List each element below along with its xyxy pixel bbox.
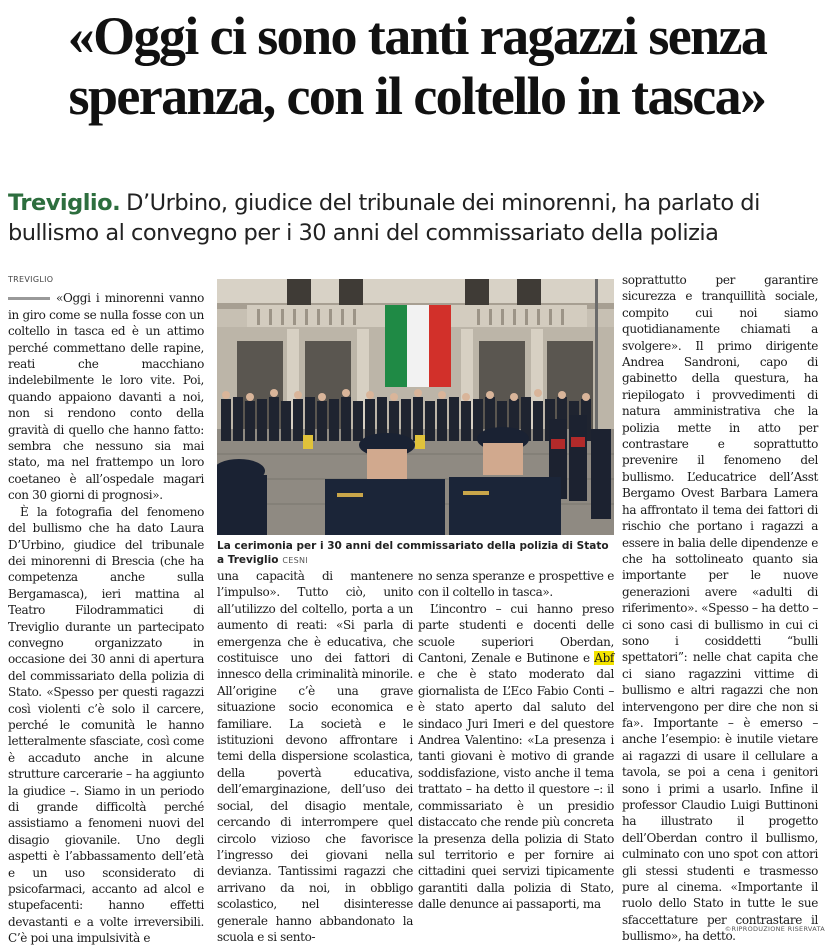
- article-column-2: [217, 568, 413, 945]
- paragraph-text: «Oggi i minorenni vanno in giro come se nulla fosse con un coltello in tasca ed è un attimo perché commettano delle rapine, reati che macchiano indelebilmente le loro vite. Poi, quando appaiono davanti a noi, non si rendono conto della gravità di quello che hanno fatto: sembra che nessuno sia mai stato, ma nel frattempo un loro coetaneo è all’ospedale magari con 30 giorni di prognosi».: [8, 291, 204, 503]
- paragraph-text: e che è stato moderato dal giornalista de L’Eco Fabio Conti – è stato aperto dal saluto del sindaco Juri Imeri e del questore Andrea Valentino: «La presenza i tanti giovani è motivo di grande soddisfazione, visto anche il tema trattato – ha detto il questore –: il commissariato è un presidio distaccato che rende più concreta la presenza della polizia di Stato sul territorio e per fornire ai cittadini quei servizi tipicamente garantiti dalla polizia di Stato, dalle denunce ai passaporti, ma: [418, 667, 614, 912]
- paragraph-text: L’incontro – cui hanno preso parte studenti e docenti delle scuole superiori Oberdan, Cantoni, Zenale e Butinone e: [418, 601, 614, 666]
- highlighted-word: Abf: [594, 651, 614, 666]
- copyright-notice: ©RIPRODUZIONE RISERVATA: [724, 925, 825, 933]
- article-column-3: [418, 568, 614, 913]
- headline-line-2: speranza, con il coltello in tasca»: [68, 66, 766, 126]
- dateline-dash: [8, 297, 50, 300]
- ceremony-photo: [217, 279, 614, 535]
- article-column-1: [8, 272, 204, 947]
- paragraph: no senza speranze e prospettive e con il coltello in tasca».: [418, 569, 614, 600]
- paragraph: soprattutto per garantire sicurezza e tranquillità sociale, compito cui noi siamo quotidianamente chiamati a svolgere». Il primo dirigente Andrea Sandroni, capo di gabinetto della questura, ha riepilogato i provvedimenti di natura amministrativa che la polizia mette in atto per contrastare e soprattutto prevenire il fenomeno del bullismo. L’educatrice dell’Asst Bergamo Ovest Barbara Lamera ha affrontato il tema dei fattori di rischio che portano i ragazzi a essere in balia delle dipendenze e che ha sottolineato quanto sia importante per le nuove generazioni avere «adulti di riferimento». «Spesso – ha detto – ci sono casi di bullismo in cui ci sono i cosiddetti “bulli spettatori”: nelle chat capita che ci siano ragazzini vittime di bullismo e altri ragazzi che non intervengono per dire che non si fa». Importante – è emerso – anche l’esempio: è inutile vietare ai ragazzi di usare il cellulare a tavola, se poi a cena i genitori sono i primi a usarlo. Infine il professor Claudio Luigi Buttinoni ha illustrato il progetto dell’Oberdan contro il bullismo, culminato con uno spot con attori gli stessi studenti e trasmesso pure al cinema. «Importante il ruolo dello Stato in tutte le sue sfaccettature per contrastare il bullismo», ha detto.: [622, 273, 818, 944]
- ceremony-photo-illustration: [217, 279, 614, 535]
- caption-text: La cerimonia per i 30 anni del commissariato della polizia di Stato a Treviglio: [217, 540, 609, 566]
- paragraph: [8, 290, 204, 503]
- article-column-4: [622, 272, 818, 945]
- paragraph: È la fotografia del fenomeno del bullismo che ha dato Laura D’Urbino, giudice del tribunale dei minorenni di Brescia (che ha competenza anche sulla Bergamasca), ieri mattina al Teatro Filodrammatici di Treviglio durante un partecipato convegno organizzato in occasione dei 30 anni di apertura del commissariato della polizia di Stato. «Spesso per questi ragazzi così violenti c’è solo il carcere, perché le comunità le hanno letteralmente sfasciate, così come è accaduto anche in alcune strutture carcerarie – ha aggiunto la giudice –. Siamo in un periodo di grande difficoltà perché assistiamo a fenomeni nuovi del disagio giovanile. Uno degli aspetti è l’abbassamento dell’età e un uso sconsiderato di psicofarmaci, accanto ad alcol e stupefacenti: hanno effetti devastanti e a volte irreversibili. C’è poi una impulsività e: [8, 504, 204, 946]
- photo-credit: CESNI: [282, 556, 308, 565]
- photo-caption: [217, 539, 614, 568]
- paragraph: [418, 601, 614, 913]
- headline: [6, 6, 828, 126]
- subheadline: [8, 188, 823, 248]
- dateline: TREVIGLIO: [8, 275, 54, 284]
- subhead-kicker: Treviglio.: [8, 190, 121, 216]
- subhead-text: D’Urbino, giudice del tribunale dei minorenni, ha parlato di bullismo al convegno per i 30 anni del commissariato della polizia: [8, 190, 760, 246]
- paragraph: una capacità di mantenere l’impulso». Tutto ciò, unito all’utilizzo del coltello, porta a un aumento di reati: «Si parla di emergenza che è educativa, che costituisce uno dei fattori di innesco della criminalità minorile. All’origine c’è una grave situazione socio economica e familiare. La società e le istituzioni devono affrontare i temi della dispersione scolastica, della povertà educativa, dell’emarginazione, dell’uso dei social, del disagio mentale, cercando di interrompere quel circolo vizioso che favorisce l’ingresso dei giovani nella devianza. Tantissimi ragazzi che arrivano da noi, in obbligo scolastico, nel disinteresse generale hanno abbandonato la scuola e si sento-: [217, 569, 413, 944]
- headline-line-1: «Oggi ci sono tanti ragazzi senza: [67, 6, 767, 66]
